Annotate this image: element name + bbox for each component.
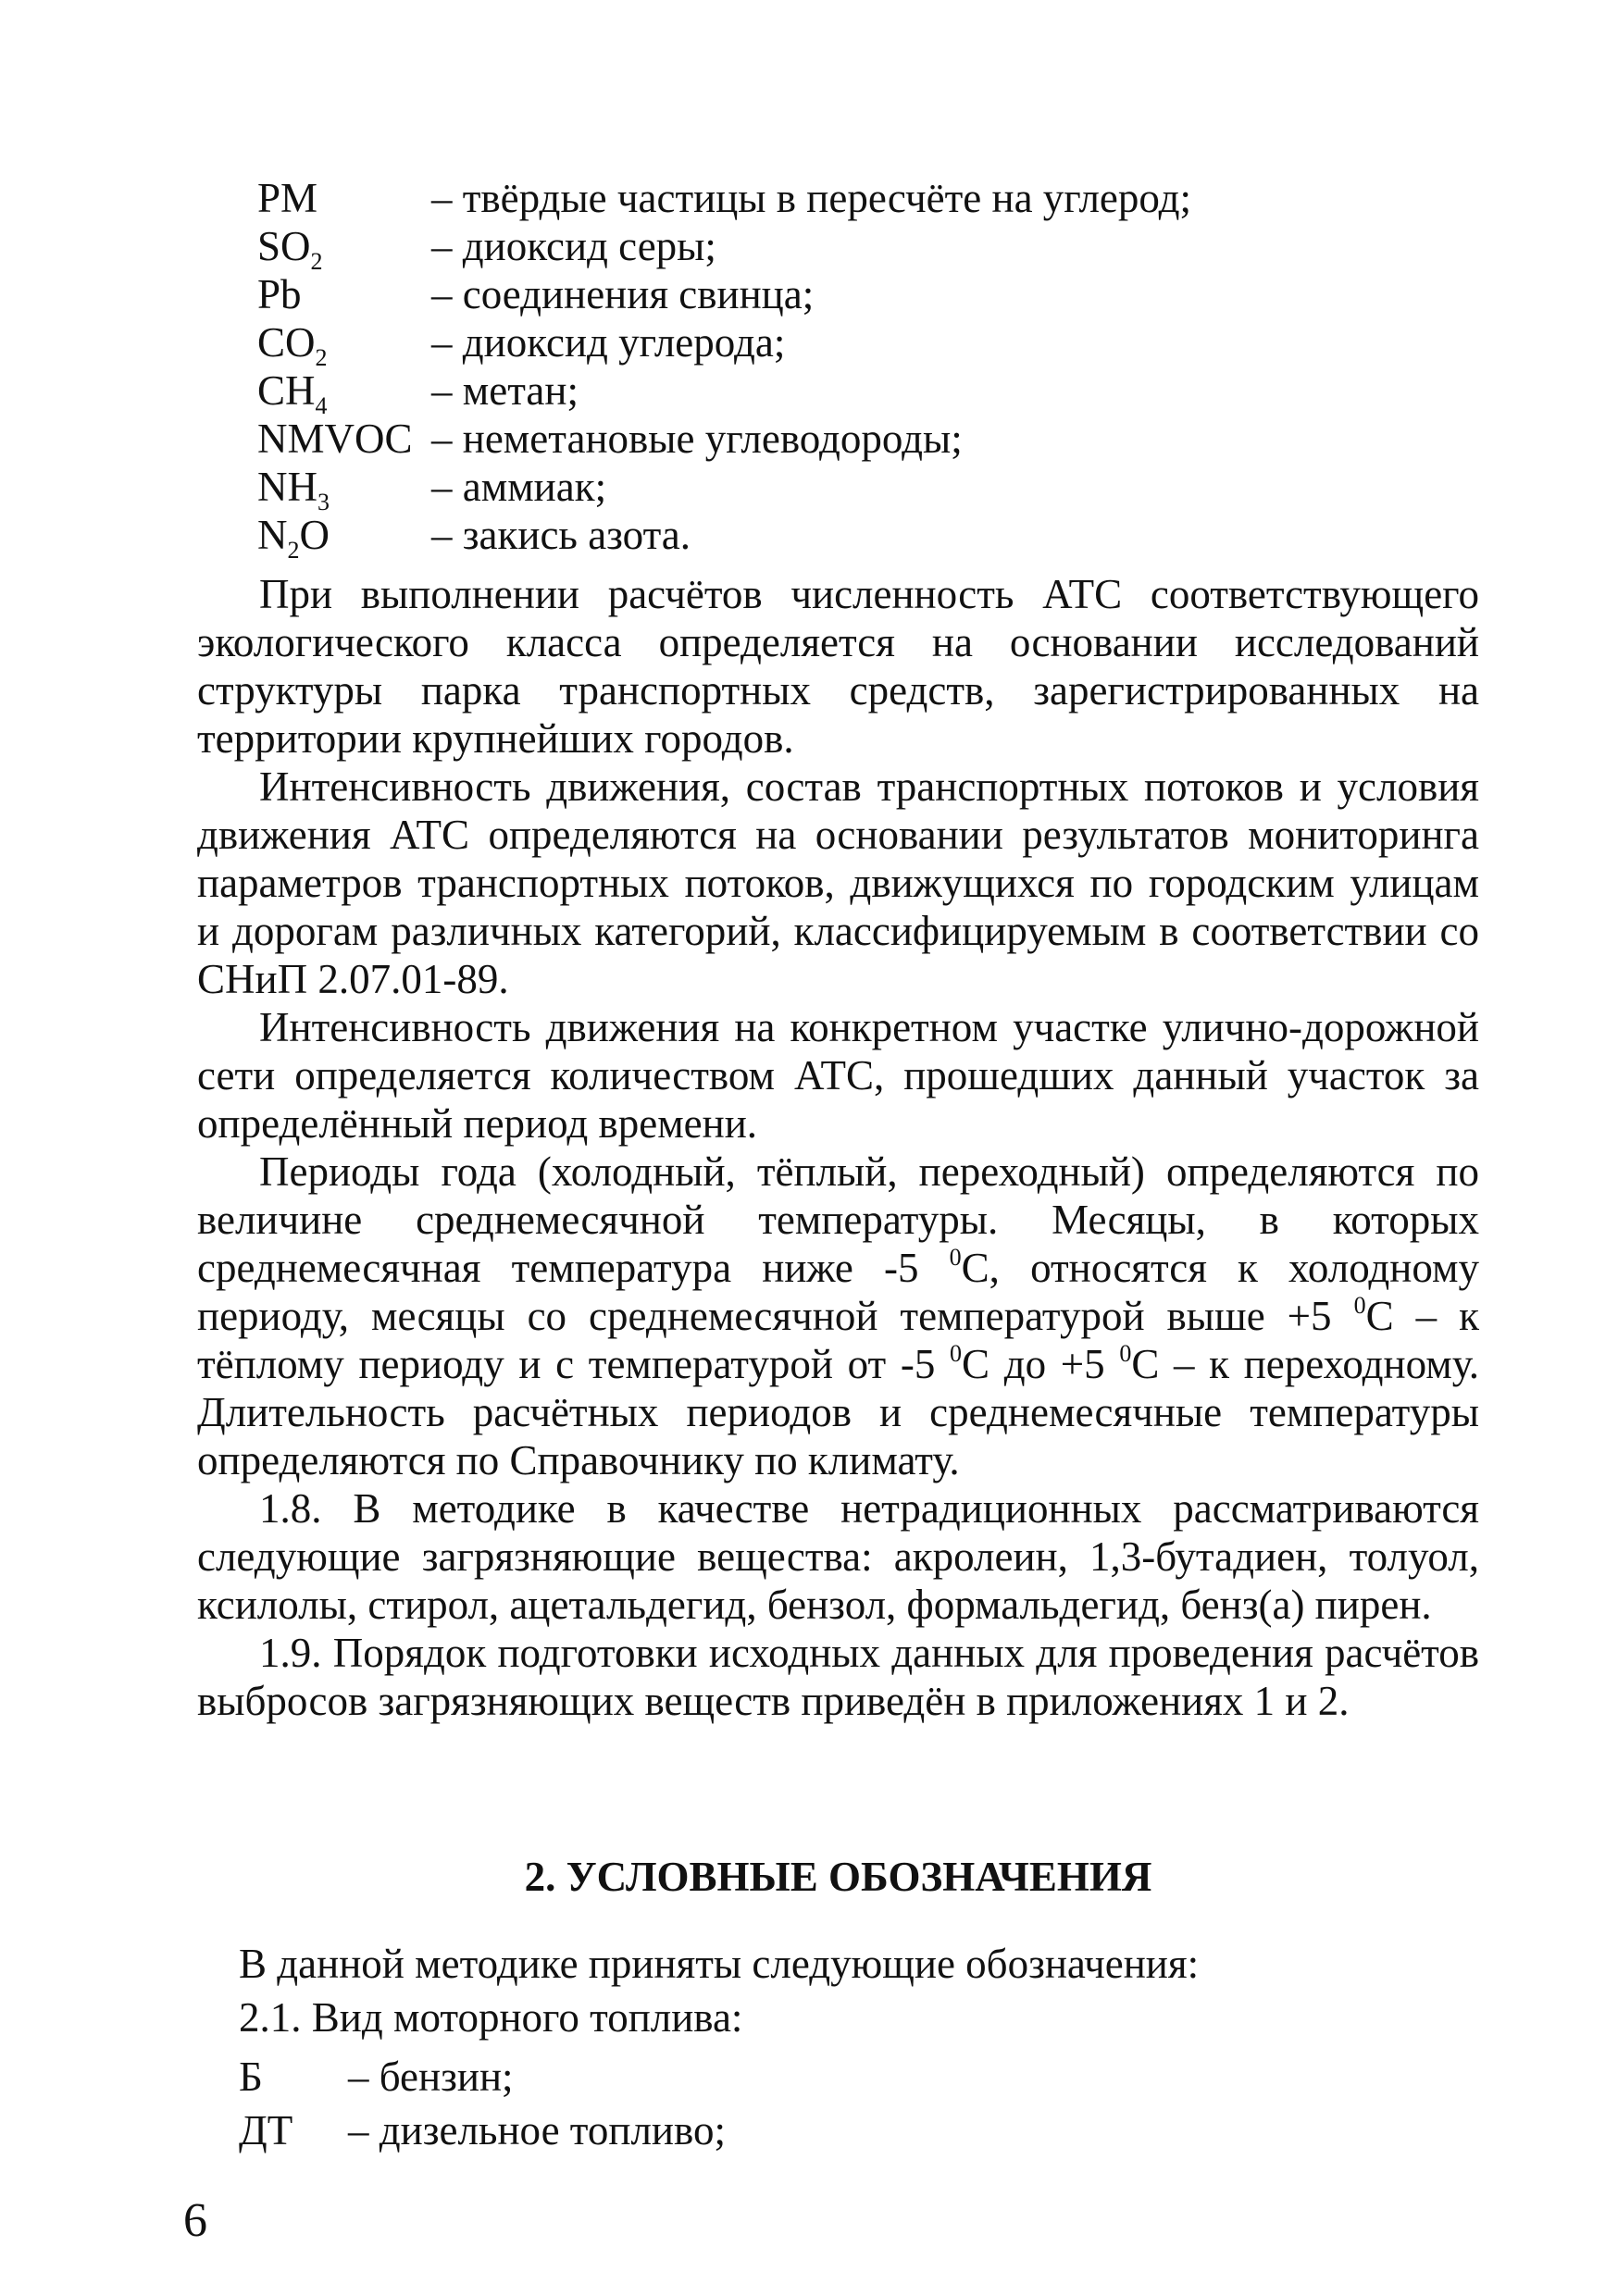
degree-sign: 0 bbox=[949, 1244, 962, 1271]
paragraph-traffic-monitoring: Интенсивность движения, состав транспортных потоков и условия движения АТС определяются на основании результатов мониторинга параметров транспортных потоков, движущихся по городским улицам и дорогам различных категорий, классифицируемым в соответствии со СНиП 2.07.01-89. bbox=[197, 763, 1479, 1002]
abbreviation-term: $N_2O$ bbox=[257, 512, 330, 564]
abbreviation-row bbox=[257, 174, 1461, 222]
abbreviation-definition: – соединения свинца; bbox=[431, 271, 815, 317]
abbreviation-term: $CO_2$ bbox=[257, 319, 328, 371]
paragraph-1-9-input-data: 1.9. Порядок подготовки исходных данных для проведения расчётов выбросов загрязняющих веществ приведён в приложениях 1 и 2. bbox=[197, 1630, 1479, 1724]
fuel-term: ДТ bbox=[239, 2107, 293, 2153]
fuel-row bbox=[239, 2106, 1479, 2160]
abbreviation-row bbox=[257, 318, 1461, 371]
abbreviation-term: $CH_4$ bbox=[257, 367, 328, 419]
abbreviation-row bbox=[257, 511, 1461, 564]
section-intro bbox=[239, 1940, 1479, 2047]
fuel-term: Б bbox=[239, 2054, 263, 2100]
degree-sign: 0 bbox=[1353, 1292, 1366, 1319]
fuel-definition: – бензин; bbox=[348, 2054, 514, 2100]
abbreviation-row bbox=[257, 366, 1461, 419]
paragraph-year-periods: Периоды года (холодный, тёплый, переходный) определяются по величине среднемесячной температуры. Месяцы, в которых среднемесячная температура ниже -5 $^0$С, относятся к холодному периоду, месяцы со среднемесячной температурой выше +5 $^0$С – к тёплому периоду и с температурой от -5 $^0$С до +5 $^0$С – к переходному. Длительность расчётных периодов и среднемесячные температуры определяются по Справочнику по климату. bbox=[197, 1148, 1479, 1483]
abbreviation-definition: – закись азота. bbox=[431, 512, 691, 558]
abbreviation-term: PM bbox=[257, 175, 318, 221]
subsection-title: 2.1. Вид моторного топлива: bbox=[239, 1994, 743, 2041]
degree-sign: 0 bbox=[950, 1340, 962, 1367]
abbreviation-term: NMVOC bbox=[257, 416, 413, 462]
abbreviation-definition: – диоксид серы; bbox=[431, 223, 716, 269]
paragraph-fleet-structure: При выполнении расчётов численность АТС соответствующего экологического класса определяется на основании исследований структуры парка транспортных средств, зарегистрированных на территории крупнейших городов. bbox=[197, 571, 1479, 762]
abbreviation-row bbox=[257, 270, 1461, 318]
abbreviation-term: $SO_2$ bbox=[257, 223, 323, 275]
fuel-definition: – дизельное топливо; bbox=[348, 2107, 726, 2153]
abbreviation-row bbox=[257, 222, 1461, 275]
section-heading: 2. УСЛОВНЫЕ ОБОЗНАЧЕНИЯ bbox=[524, 1854, 1152, 1900]
abbreviation-definition: – твёрдые частицы в пересчёте на углерод; bbox=[431, 175, 1192, 221]
pollutant-abbreviation-list bbox=[257, 174, 1461, 564]
body-text bbox=[197, 570, 1479, 1725]
abbreviation-term: Pb bbox=[257, 271, 302, 317]
abbreviation-definition: – метан; bbox=[431, 367, 579, 414]
abbreviation-row bbox=[257, 415, 1461, 463]
paragraph-traffic-intensity: Интенсивность движения на конкретном участке улично-дорожной сети определяется количеством АТС, прошедших данный участок за определённый период времени. bbox=[197, 1004, 1479, 1147]
abbreviation-definition: – аммиак; bbox=[431, 464, 607, 510]
abbreviation-row bbox=[257, 463, 1461, 515]
intro-line: В данной методике приняты следующие обозначения: bbox=[239, 1941, 1200, 1987]
fuel-type-list bbox=[239, 2053, 1479, 2160]
abbreviation-term: $NH_3$ bbox=[257, 464, 330, 515]
page-number: 6 bbox=[183, 2194, 207, 2247]
abbreviation-definition: – диоксид углерода; bbox=[431, 319, 786, 366]
degree-sign: 0 bbox=[1119, 1340, 1132, 1367]
paragraph-1-8-nontraditional-pollutants: 1.8. В методике в качестве нетрадиционных рассматриваются следующие загрязняющие вещества: акролеин, 1,3-бутадиен, толуол, ксилолы, стирол, ацетальдегид, бензол, формальдегид, бенз(а) пирен. bbox=[197, 1485, 1479, 1628]
abbreviation-definition: – неметановые углеводороды; bbox=[431, 416, 963, 462]
fuel-row bbox=[239, 2053, 1479, 2106]
